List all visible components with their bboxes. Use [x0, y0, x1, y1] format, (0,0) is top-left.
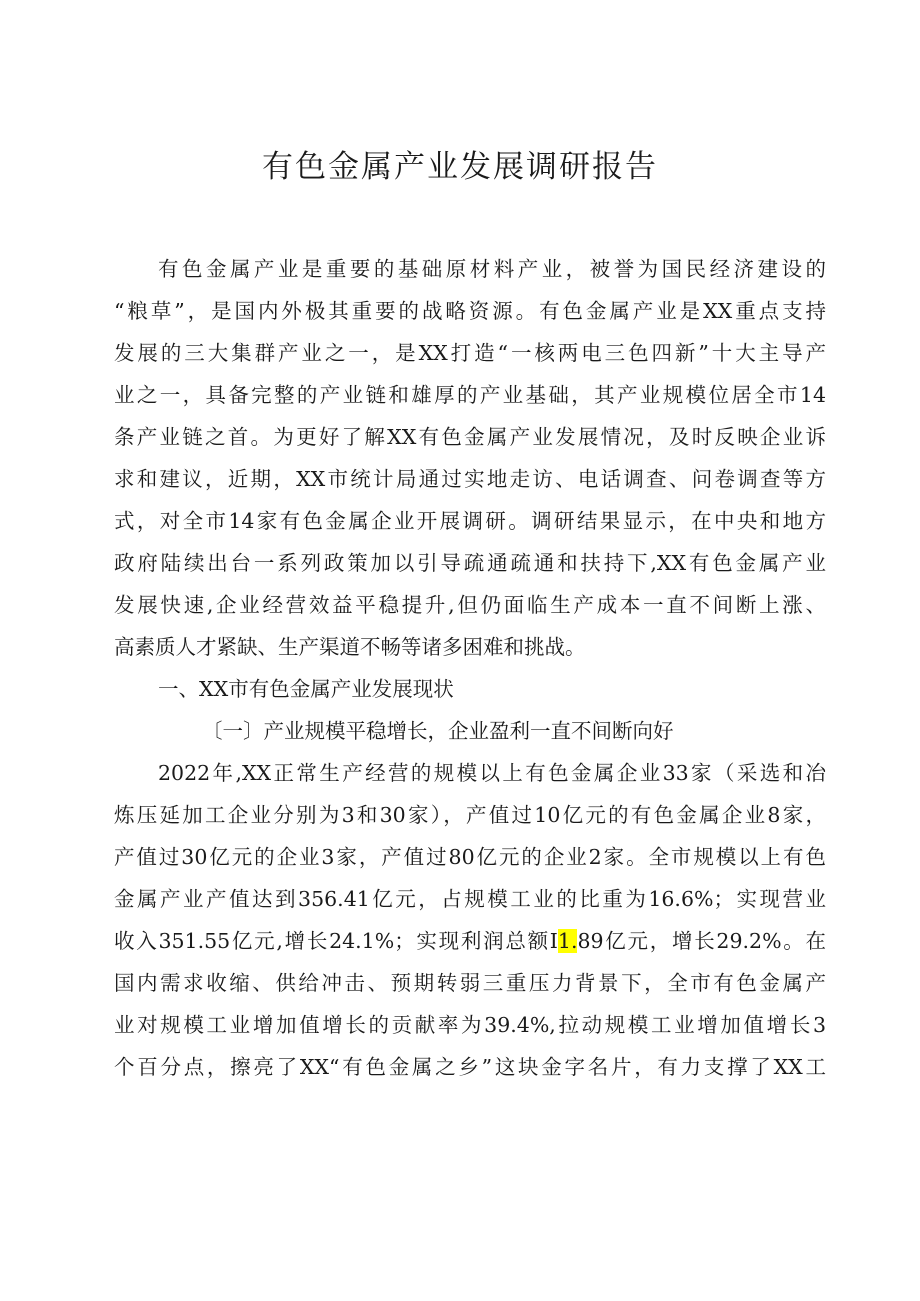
paragraph-1-line: 求和建议，近期，XX市统计局通过实地走访、电话调查、问卷调查等方: [114, 467, 826, 491]
paragraph-1-line: 发展的三大集群产业之一，是XX打造“一核两电三色四新”十大主导产: [114, 341, 826, 365]
paragraph-2-line-highlighted: [114, 920, 826, 962]
paragraph-1-line: 高素质人才紧缺、生产渠道不畅等诸多困难和挑战。: [114, 635, 586, 659]
paragraph-2-line: 产值过30亿元的企业3家，产值过80亿元的企业2家。全市规模以上有色: [114, 845, 826, 869]
paragraph-2-line: 个百分点，擦亮了XX“有色金属之乡”这块金字名片，有力支撑了XX工: [114, 1055, 826, 1079]
paragraph-1-line: 式，对全市14家有色金属企业开展调研。调研结果显示，在中央和地方: [114, 509, 826, 533]
line-text-before: 收入351.55亿元,增长24.1%；实现利润总额I: [114, 929, 558, 953]
subsection-heading-1: 〔一〕产业规模平稳增长，企业盈利一直不间断向好: [202, 719, 674, 743]
paragraph-2-line: 2022年,XX正常生产经营的规模以上有色金属企业33家（采选和冶: [158, 761, 826, 785]
paragraph-1-line: 条产业链之首。为更好了解XX有色金属产业发展情况，及时反映企业诉: [114, 425, 826, 449]
paragraph-2-line: 炼压延加工企业分别为3和30家），产值过10亿元的有色金属企业8家，: [114, 803, 826, 827]
document-title: 有色金属产业发展调研报告: [262, 149, 658, 185]
line-text-after: 89亿元，增长29.2%。在: [577, 929, 827, 953]
paragraph-1-line: 有色金属产业是重要的基础原材料产业，被誉为国民经济建设的: [158, 257, 826, 281]
section-heading-1: 一、XX市有色金属产业发展现状: [158, 677, 454, 701]
paragraph-1-line: 业之一，具备完整的产业链和雄厚的产业基础，其产业规模位居全市14: [114, 383, 826, 407]
document-body: [114, 248, 826, 1088]
paragraph-2-line: 金属产业产值达到356.41亿元，占规模工业的比重为16.6%；实现营业: [114, 887, 826, 911]
paragraph-1-line: “粮草”，是国内外极其重要的战略资源。有色金属产业是XX重点支持: [114, 299, 826, 323]
paragraph-1-line: 发展快速,企业经营效益平稳提升,但仍面临生产成本一直不间断上涨、: [114, 593, 826, 617]
highlighted-text: 1.: [557, 929, 578, 953]
paragraph-1-line: 政府陆续出台一系列政策加以引导疏通疏通和扶持下,XX有色金属产业: [114, 551, 826, 575]
paragraph-2-line: 国内需求收缩、供给冲击、预期转弱三重压力背景下，全市有色金属产: [114, 971, 826, 995]
paragraph-2-line: 业对规模工业增加值增长的贡献率为39.4%,拉动规模工业增加值增长3: [114, 1013, 826, 1037]
